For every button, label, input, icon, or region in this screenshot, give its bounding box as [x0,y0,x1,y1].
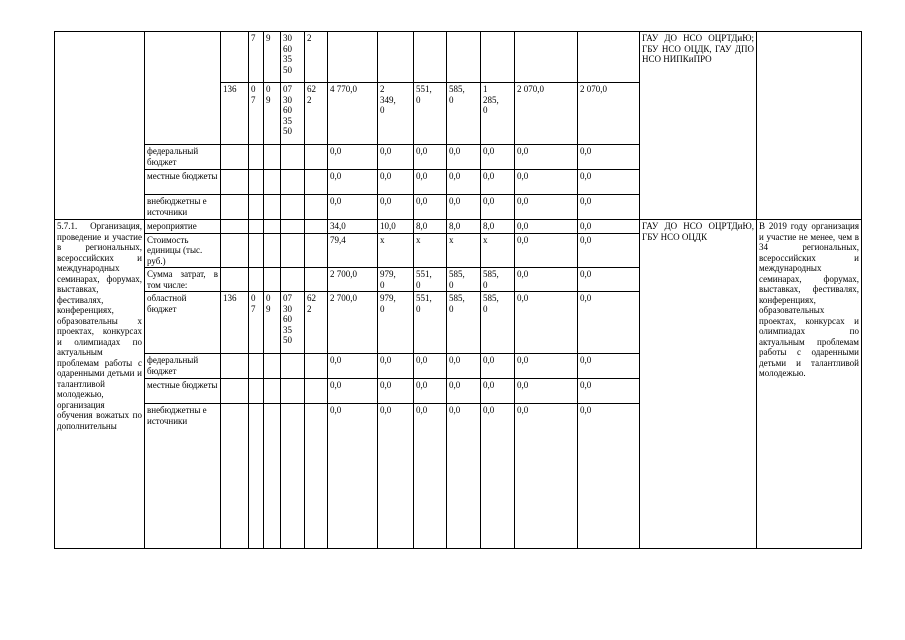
table-cell: 0,0 [578,268,640,292]
table-cell: 30 60 35 50 [281,32,305,83]
table-cell: 0,0 [481,195,515,220]
row-label-cell: областной бюджет [145,292,221,354]
table-cell [281,404,305,549]
table-cell [264,354,281,379]
table-cell: x [414,233,447,268]
table-cell: 0,0 [414,145,447,170]
table-cell: 0,0 [578,195,640,220]
table-cell: 0,0 [447,195,481,220]
table-cell: 07 30 60 35 50 [281,83,305,145]
table-cell: 8,0 [481,220,515,234]
row-label-cell: мероприятие [145,220,221,234]
table-cell: 0,0 [515,354,578,379]
table-cell: 7 [249,32,264,83]
table-cell [221,233,249,268]
table-cell [221,170,249,195]
table-cell [249,233,264,268]
table-cell: 0,0 [447,404,481,549]
table-cell: 0,0 [578,404,640,549]
table-cell [221,220,249,234]
table-cell: 8,0 [414,220,447,234]
program-table [54,31,862,549]
table-cell [305,379,328,404]
table-cell: 2 700,0 [328,268,378,292]
table-cell [249,268,264,292]
table-cell: 0,0 [414,404,447,549]
row-label-cell [145,32,221,145]
table-cell [281,354,305,379]
table-cell: 0 7 [249,83,264,145]
table-cell [221,379,249,404]
table-cell: 0,0 [378,379,414,404]
table-cell [249,404,264,549]
table-cell: 34,0 [328,220,378,234]
table-cell: 2 070,0 [578,83,640,145]
table-cell: 0,0 [328,170,378,195]
table-cell [264,170,281,195]
row-label-cell: внебюджетны е источники [145,195,221,220]
table-cell: 0,0 [515,233,578,268]
table-cell [264,145,281,170]
table-cell: 0,0 [515,268,578,292]
table-cell [264,268,281,292]
table-cell: 585, 0 [447,292,481,354]
row-label-cell: местные бюджеты [145,170,221,195]
table-cell [447,32,481,83]
table-cell [221,354,249,379]
table-cell: 0,0 [481,379,515,404]
table-cell [378,32,414,83]
table-cell: 0,0 [328,195,378,220]
table-cell [281,379,305,404]
table-cell: 0,0 [414,354,447,379]
table-cell: 0,0 [578,170,640,195]
table-cell: 551, 0 [414,268,447,292]
table-cell: 0,0 [447,170,481,195]
item-name-cell: 5.7.1. Организация, проведение и участие в региональных, всероссийских и международных семинарах, форумах, выставках, фестивалях, конференциях, образовательны х проектах, конкурсах и олимпиадах по актуальным проблемам работы с одаренными детьми и талантливой молодежью, организация обучения вожатых по дополнительны [55,220,145,549]
table-cell [221,195,249,220]
row-label-cell: федеральный бюджет [145,145,221,170]
table-cell: 0,0 [578,379,640,404]
table-cell: 136 [221,83,249,145]
row-label-cell: внебюджетны е источники [145,404,221,549]
table-cell [305,404,328,549]
table-cell: 0,0 [481,354,515,379]
table-cell [281,170,305,195]
item-name-cell [55,32,145,220]
table-cell: 0 9 [264,292,281,354]
table-cell: 0,0 [515,195,578,220]
table-cell [264,195,281,220]
row-label-cell: местные бюджеты [145,379,221,404]
table-cell: 0,0 [481,170,515,195]
table-cell: 0 9 [264,83,281,145]
row-label-cell: федеральный бюджет [145,354,221,379]
table-cell: 585, 0 [447,268,481,292]
executor-cell: ГАУ ДО НСО ОЦРТДиЮ; ГБУ НСО ОЦДК, ГАУ ДПО НСО НИПКиПРО [640,32,757,220]
table-cell: 0,0 [515,292,578,354]
table-cell [221,404,249,549]
table-cell [264,379,281,404]
table-cell: 0,0 [447,145,481,170]
table-cell [578,32,640,83]
table-row [55,220,862,234]
table-body [55,32,862,549]
table-cell [249,220,264,234]
table-cell: 62 2 [305,83,328,145]
table-cell: 8,0 [447,220,481,234]
table-cell: 0,0 [414,170,447,195]
table-cell: 0,0 [481,404,515,549]
table-cell: 585, 0 [481,292,515,354]
executor-cell: ГАУ ДО НСО ОЦРТДиЮ, ГБУ НСО ОЦДК [640,220,757,549]
table-cell: 0,0 [378,170,414,195]
table-cell: 2 349, 0 [378,83,414,145]
table-cell [305,195,328,220]
table-cell [249,379,264,404]
result-cell: В 2019 году организация и участие не менее, чем в 34 региональных, всероссийских и международных семинарах, форумах, выставках, фестивалях, конференциях, образовательных проектах, конкурсах и олимпиадах по актуальным проблемам работы с одаренными детьми и талантливой молодежью. [757,220,862,549]
table-cell: 0,0 [328,379,378,404]
table-cell: x [447,233,481,268]
table-cell [305,354,328,379]
table-cell [221,268,249,292]
table-cell [281,145,305,170]
table-cell: 0,0 [578,233,640,268]
table-cell [249,170,264,195]
table-cell [249,145,264,170]
table-cell: 0,0 [378,145,414,170]
table-cell: 0,0 [515,145,578,170]
table-cell: 07 30 60 35 50 [281,292,305,354]
table-cell [281,233,305,268]
table-cell: 136 [221,292,249,354]
table-cell: 0,0 [578,145,640,170]
table-cell: 1 285, 0 [481,83,515,145]
table-cell: 0,0 [515,170,578,195]
table-cell [221,145,249,170]
table-cell: 0,0 [378,404,414,549]
table-cell: 4 770,0 [328,83,378,145]
table-cell: 979, 0 [378,292,414,354]
table-cell: 2 070,0 [515,83,578,145]
table-cell: 0,0 [515,379,578,404]
table-cell [281,195,305,220]
table-cell: 0,0 [578,354,640,379]
table-cell: 551, 0 [414,83,447,145]
table-cell [305,220,328,234]
table-cell [414,32,447,83]
table-cell [305,268,328,292]
table-cell [221,32,249,83]
table-cell: 0,0 [328,404,378,549]
table-cell: 585, 0 [481,268,515,292]
table-cell: 62 2 [305,292,328,354]
table-cell: 10,0 [378,220,414,234]
table-cell [264,404,281,549]
table-cell [328,32,378,83]
table-cell [281,268,305,292]
table-cell [249,195,264,220]
table-cell [481,32,515,83]
table-cell: 0,0 [515,404,578,549]
table-cell [305,170,328,195]
result-cell [757,32,862,220]
table-cell: 0,0 [515,220,578,234]
table-cell: 0,0 [328,145,378,170]
table-cell: 0,0 [378,354,414,379]
table-cell [281,220,305,234]
table-cell: 0,0 [378,195,414,220]
table-cell: 9 [264,32,281,83]
table-cell [264,233,281,268]
table-cell: 585, 0 [447,83,481,145]
table-cell: 2 [305,32,328,83]
row-label-cell: Сумма затрат, в том числе: [145,268,221,292]
row-label-cell: Стоимость единицы (тыс. руб.) [145,233,221,268]
table-cell: x [378,233,414,268]
table-cell: 551, 0 [414,292,447,354]
table-cell: 0,0 [414,379,447,404]
table-cell [264,220,281,234]
table-cell [305,145,328,170]
table-cell: 0,0 [578,220,640,234]
table-cell [249,354,264,379]
table-cell: 0,0 [414,195,447,220]
table-cell: 0,0 [328,354,378,379]
table-cell [515,32,578,83]
table-cell: 979, 0 [378,268,414,292]
table-cell: 0,0 [447,379,481,404]
table-cell: 0 7 [249,292,264,354]
table-cell: x [481,233,515,268]
table-cell: 0,0 [447,354,481,379]
table-cell [305,233,328,268]
table-row [55,32,862,83]
table-cell: 0,0 [481,145,515,170]
table-cell: 0,0 [578,292,640,354]
table-cell: 79,4 [328,233,378,268]
table-cell: 2 700,0 [328,292,378,354]
